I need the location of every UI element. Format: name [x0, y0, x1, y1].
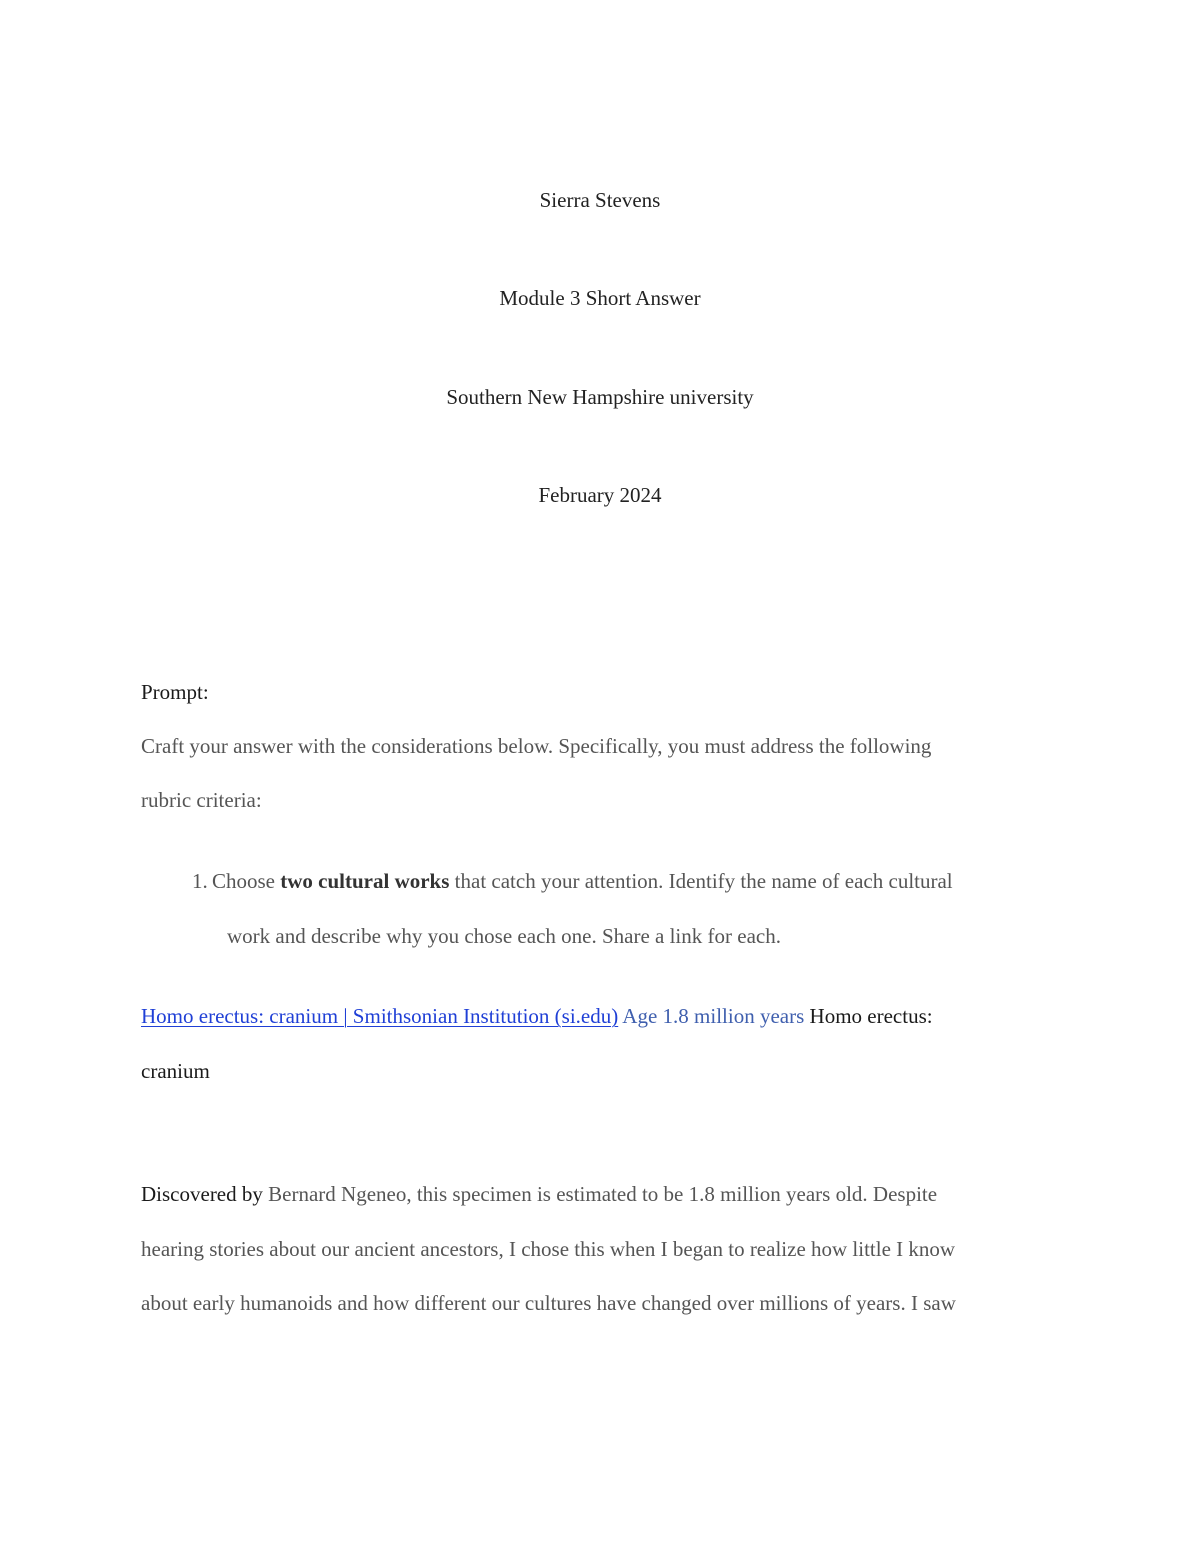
reference-line [141, 1002, 933, 1030]
author-name: Sierra Stevens [539, 188, 661, 212]
document-date: February 2024 [538, 483, 662, 507]
reference-name: Homo erectus: [804, 1004, 933, 1028]
prompt-intro-line-2: rubric criteria: [141, 788, 262, 812]
assignment-title: Module 3 Short Answer [499, 286, 701, 310]
paragraph-line-1-rest: Bernard Ngeneo, this specimen is estimated to be 1.8 million years old. Despite [262, 1182, 938, 1206]
reference-age: Age 1.8 million years [618, 1004, 805, 1028]
paragraph-line-3: about early humanoids and how different our cultures have changed over millions of years. I saw [141, 1291, 956, 1315]
paragraph-line-1 [141, 1180, 937, 1208]
prompt-intro-line-1: Craft your answer with the considerations below. Specifically, you must address the following [141, 734, 932, 758]
institution-name: Southern New Hampshire university [446, 385, 754, 409]
list-item-line-1 [212, 867, 953, 895]
paragraph-lead: Discovered by [141, 1182, 263, 1206]
prompt-label: Prompt: [141, 680, 209, 704]
paragraph-line-2: hearing stories about our ancient ancestors, I chose this when I began to realize how little I know [141, 1237, 956, 1261]
list-item-text-after: that catch your attention. Identify the name of each cultural [449, 869, 953, 893]
smithsonian-link[interactable]: Homo erectus: cranium | Smithsonian Institution (si.edu) [141, 1004, 619, 1028]
list-item-text-before: Choose [212, 869, 281, 893]
list-item-line-2: work and describe why you chose each one. Share a link for each. [227, 924, 781, 948]
list-item-bold-text: two cultural works [280, 869, 450, 893]
reference-name-continued: cranium [141, 1059, 210, 1083]
list-item-marker: 1. [192, 869, 208, 893]
